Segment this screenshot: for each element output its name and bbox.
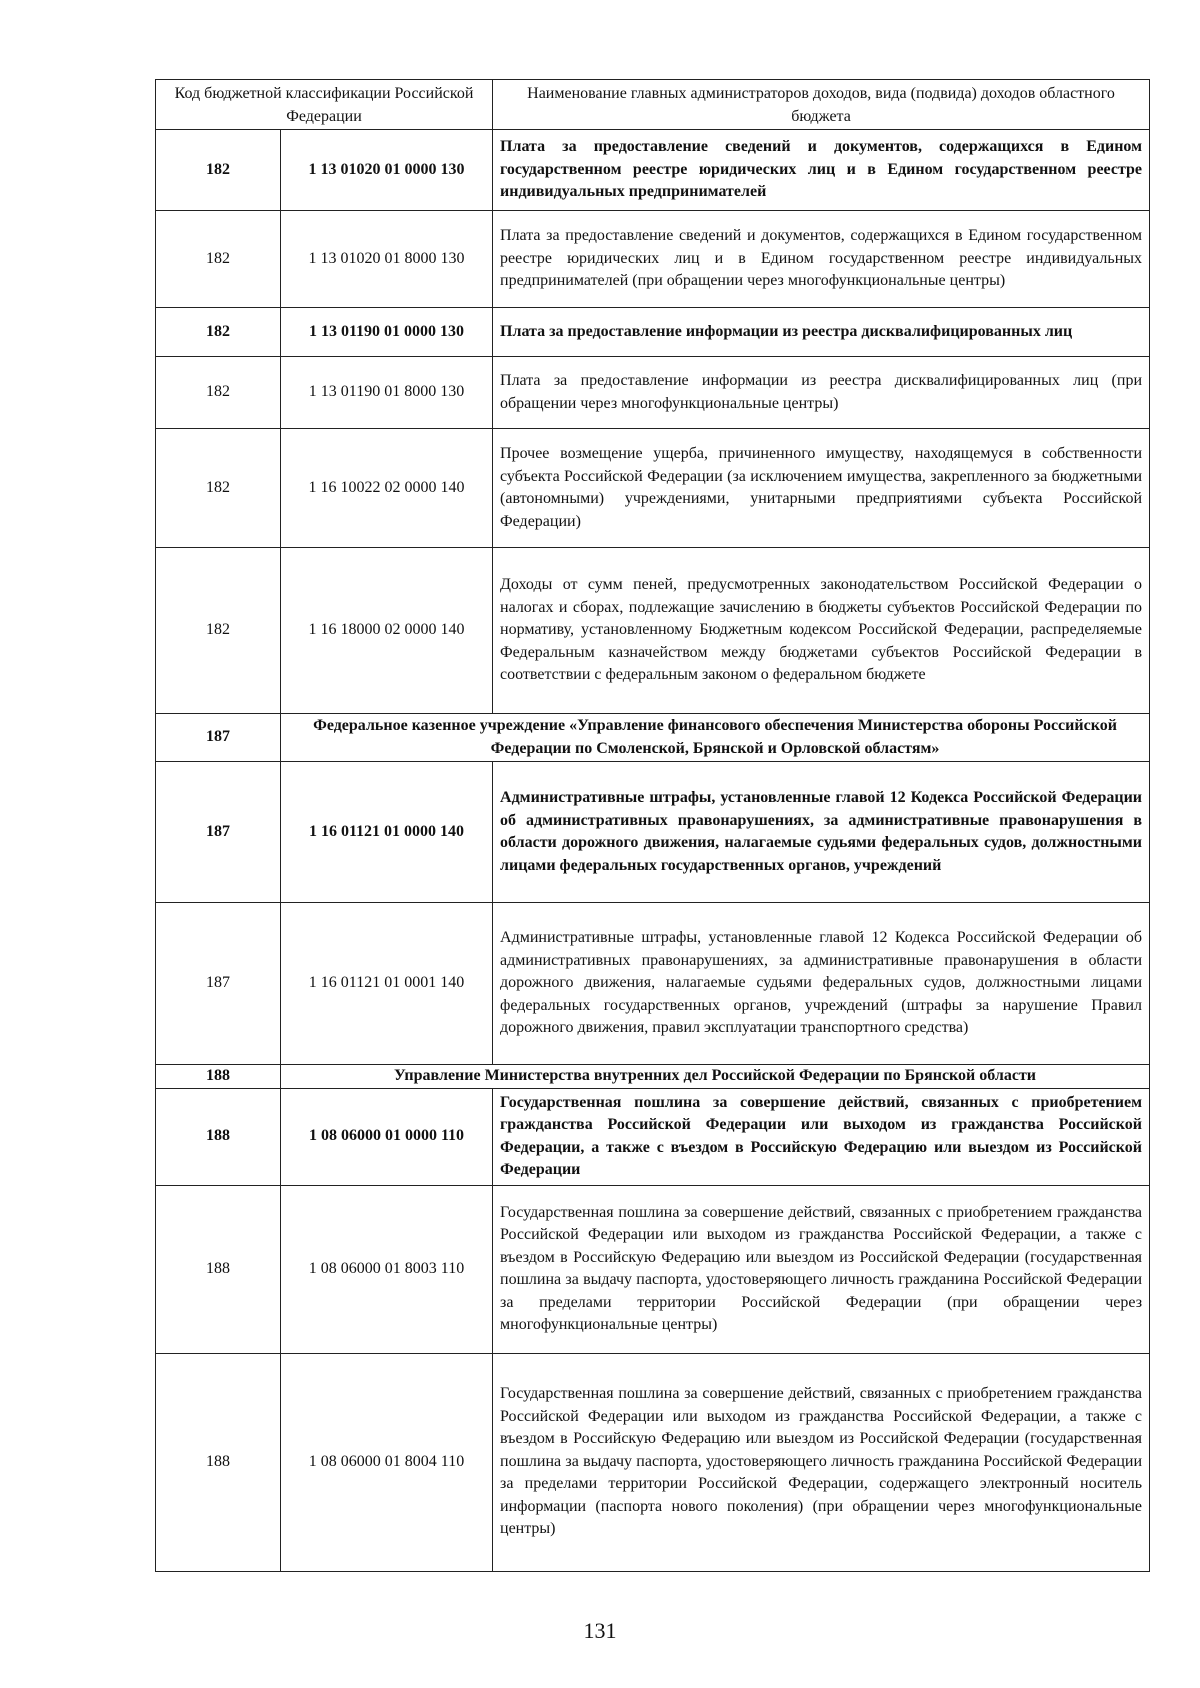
revenue-code: 1 08 06000 01 8004 110 [281, 1353, 493, 1571]
table-row [156, 903, 1150, 1065]
section-title: Федеральное казенное учреждение «Управление финансового обеспечения Министерства обороны Российской Федерации по Смоленской, Брянской и Орловской областям» [281, 714, 1150, 762]
table-row [156, 211, 1150, 308]
table-row [156, 429, 1150, 548]
revenue-code: 1 16 18000 02 0000 140 [281, 548, 493, 714]
section-row [156, 714, 1150, 762]
admin-code: 182 [156, 357, 281, 429]
admin-code: 182 [156, 429, 281, 548]
admin-code: 182 [156, 308, 281, 357]
table-row [156, 308, 1150, 357]
revenue-name: Государственная пошлина за совершение действий, связанных с приобретением гражданства Российской Федерации или выходом из гражданства Российской Федерации, а также с въездом в Российскую Федерацию или выездом из Российской Федерации [493, 1088, 1150, 1185]
admin-code: 187 [156, 714, 281, 762]
admin-code: 182 [156, 130, 281, 211]
revenue-name: Плата за предоставление информации из реестра дисквалифицированных лиц [493, 308, 1150, 357]
header-administrator-name: Наименование главных администраторов доходов, вида (подвида) доходов областного бюджета [493, 80, 1150, 130]
revenue-code: 1 16 10022 02 0000 140 [281, 429, 493, 548]
table-row [156, 130, 1150, 211]
table-row [156, 357, 1150, 429]
revenue-code: 1 08 06000 01 0000 110 [281, 1088, 493, 1185]
admin-code: 188 [156, 1185, 281, 1353]
revenue-code: 1 13 01190 01 0000 130 [281, 308, 493, 357]
admin-code: 187 [156, 762, 281, 903]
revenue-name: Государственная пошлина за совершение действий, связанных с приобретением гражданства Российской Федерации или выходом из гражданства Российской Федерации, а также с въездом в Российскую Федерацию или выездом из Российской Федерации (государственная пошлина за выдачу паспорта, удостоверяющего личность гражданина Российской Федерации за пределами территории Российской Федерации (при обращении через многофункциональные центры) [493, 1185, 1150, 1353]
table-body [156, 80, 1150, 1572]
admin-code: 187 [156, 903, 281, 1065]
section-title: Управление Министерства внутренних дел Российской Федерации по Брянской области [281, 1065, 1150, 1089]
table-row [156, 762, 1150, 903]
admin-code: 188 [156, 1353, 281, 1571]
revenue-code: 1 16 01121 01 0000 140 [281, 762, 493, 903]
revenue-code: 1 13 01020 01 8000 130 [281, 211, 493, 308]
revenue-name: Прочее возмещение ущерба, причиненного имуществу, находящемуся в собственности субъекта Российской Федерации (за исключением имущества, закрепленного за бюджетными (автономными) учреждениями, унитарными предприятиями субъекта Российской Федерации) [493, 429, 1150, 548]
revenue-name: Доходы от сумм пеней, предусмотренных законодательством Российской Федерации о налогах и сборах, подлежащие зачислению в бюджеты субъектов Российской Федерации по нормативу, установленному Бюджетным кодексом Российской Федерации, распределяемые Федеральным казначейством между бюджетами субъектов Российской Федерации в соответствии с федеральным законом о федеральном бюджете [493, 548, 1150, 714]
revenue-name: Государственная пошлина за совершение действий, связанных с приобретением гражданства Российской Федерации или выходом из гражданства Российской Федерации, а также с въездом в Российскую Федерацию или выездом из Российской Федерации (государственная пошлина за выдачу паспорта, удостоверяющего личность гражданина Российской Федерации за пределами территории Российской Федерации, содержащего электронный носитель информации (паспорта нового поколения) (при обращении через многофункциональные центры) [493, 1353, 1150, 1571]
table-row [156, 548, 1150, 714]
table-header-row [156, 80, 1150, 130]
table-row [156, 1353, 1150, 1571]
admin-code: 188 [156, 1088, 281, 1185]
revenue-name: Административные штрафы, установленные главой 12 Кодекса Российской Федерации об административных правонарушениях, за административные правонарушения в области дорожного движения, налагаемые судьями федеральных судов, должностными лицами федеральных государственных органов, учреждений [493, 762, 1150, 903]
revenue-administrators-table [155, 79, 1150, 1572]
revenue-name: Плата за предоставление информации из реестра дисквалифицированных лиц (при обращении через многофункциональные центры) [493, 357, 1150, 429]
revenue-code: 1 13 01190 01 8000 130 [281, 357, 493, 429]
revenue-code: 1 08 06000 01 8003 110 [281, 1185, 493, 1353]
page-number: 131 [583, 1618, 617, 1643]
section-row [156, 1065, 1150, 1089]
revenue-name: Плата за предоставление сведений и документов, содержащихся в Едином государственном реестре юридических лиц и в Едином государственном реестре индивидуальных предпринимателей (при обращении через многофункциональные центры) [493, 211, 1150, 308]
header-budget-code: Код бюджетной классификации Российской Федерации [156, 80, 493, 130]
admin-code: 188 [156, 1065, 281, 1089]
admin-code: 182 [156, 548, 281, 714]
table-row [156, 1088, 1150, 1185]
revenue-name: Плата за предоставление сведений и документов, содержащихся в Едином государственном реестре юридических лиц и в Едином государственном реестре индивидуальных предпринимателей [493, 130, 1150, 211]
table-row [156, 1185, 1150, 1353]
admin-code: 182 [156, 211, 281, 308]
revenue-code: 1 16 01121 01 0001 140 [281, 903, 493, 1065]
revenue-code: 1 13 01020 01 0000 130 [281, 130, 493, 211]
revenue-name: Административные штрафы, установленные главой 12 Кодекса Российской Федерации об административных правонарушениях, за административные правонарушения в области дорожного движения, налагаемые судьями федеральных судов, должностными лицами федеральных государственных органов, учреждений (штрафы за нарушение Правил дорожного движения, правил эксплуатации транспортного средства) [493, 903, 1150, 1065]
